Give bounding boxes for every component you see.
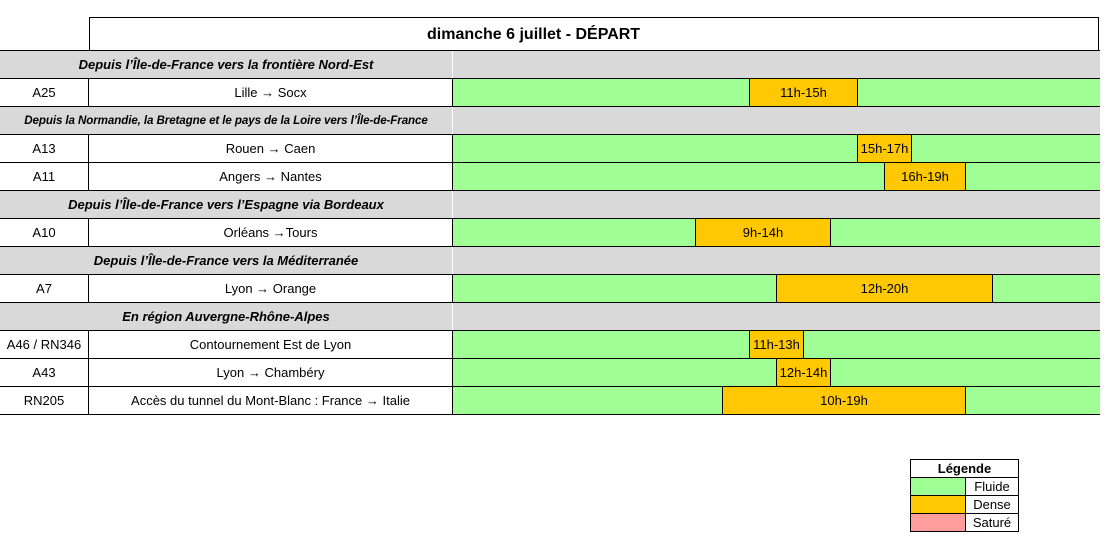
section-filler [453,51,1100,78]
section-row [0,50,1100,78]
table-row [0,386,1100,415]
legend [910,459,1019,532]
section-filler [453,303,1100,330]
section-title: En région Auvergne-Rhône-Alpes [0,303,452,330]
route-cell: Accès du tunnel du Mont-Blanc : France → Italie [131,393,410,408]
legend-item [911,514,1018,531]
road-cell: A7 [0,275,89,302]
dense-segment: 11h-15h [749,79,858,106]
timeline-fluide [452,219,1100,246]
title-text: dimanche 6 juillet - DÉPART [427,26,641,43]
section-title: Depuis l’Île-de-France vers la Méditerranée [0,247,452,274]
section-filler [453,247,1100,274]
section-row [0,190,1100,218]
section-row [0,246,1100,274]
section-title: Depuis l’Île-de-France vers l’Espagne via Bordeaux [0,191,452,218]
table-row [0,358,1100,386]
route-cell: Rouen → Caen [225,141,316,156]
table-row [0,78,1100,106]
dense-segment: 10h-19h [722,387,966,414]
road-cell: A25 [0,79,89,106]
road-cell: A43 [0,359,89,386]
timeline-fluide [452,275,1100,302]
road-cell: A13 [0,135,89,162]
section-title: Depuis la Normandie, la Bretagne et le pays de la Loire vers l’Île-de-France [0,107,452,134]
dense-segment: 16h-19h [884,163,966,190]
road-cell: RN205 [0,387,89,414]
table-row [0,274,1100,302]
route-cell: Lille → Socx [234,85,307,100]
timeline-fluide [452,163,1100,190]
traffic-table [0,50,1100,415]
dense-segment: 12h-14h [776,359,831,386]
route-cell: Lyon → Chambéry [216,365,325,380]
legend-label: Saturé [972,515,1012,530]
route-cell: Angers → Nantes [219,169,322,184]
dense-segment: 9h-14h [695,219,831,246]
road-cell: A10 [0,219,89,246]
section-title: Depuis l’Île-de-France vers la frontière Nord-Est [0,51,452,78]
timeline-fluide [452,79,1100,106]
section-filler [453,191,1100,218]
legend-title: Légende [911,460,1018,478]
route-cell: Lyon → Orange [224,281,317,296]
legend-swatch [911,478,966,495]
page-title [89,17,1099,50]
road-cell: A46 / RN346 [0,331,89,358]
legend-label: Fluide [974,479,1010,494]
timeline-fluide [452,359,1100,386]
timeline-fluide [452,331,1100,358]
table-row [0,218,1100,246]
legend-item [911,496,1018,514]
dense-segment: 12h-20h [776,275,993,302]
legend-item [911,478,1018,496]
route-cell: Contournement Est de Lyon [189,337,352,352]
section-row [0,106,1100,134]
legend-swatch [911,514,966,531]
timeline-fluide [452,135,1100,162]
road-cell: A11 [0,163,89,190]
section-row [0,302,1100,330]
legend-swatch [911,496,966,513]
table-row [0,330,1100,358]
route-cell: Orléans →Tours [223,225,318,240]
timeline-fluide [452,387,1100,414]
section-filler [453,107,1100,134]
table-row [0,162,1100,190]
table-row [0,134,1100,162]
dense-segment: 15h-17h [857,135,912,162]
dense-segment: 11h-13h [749,331,804,358]
legend-label: Dense [973,497,1011,512]
